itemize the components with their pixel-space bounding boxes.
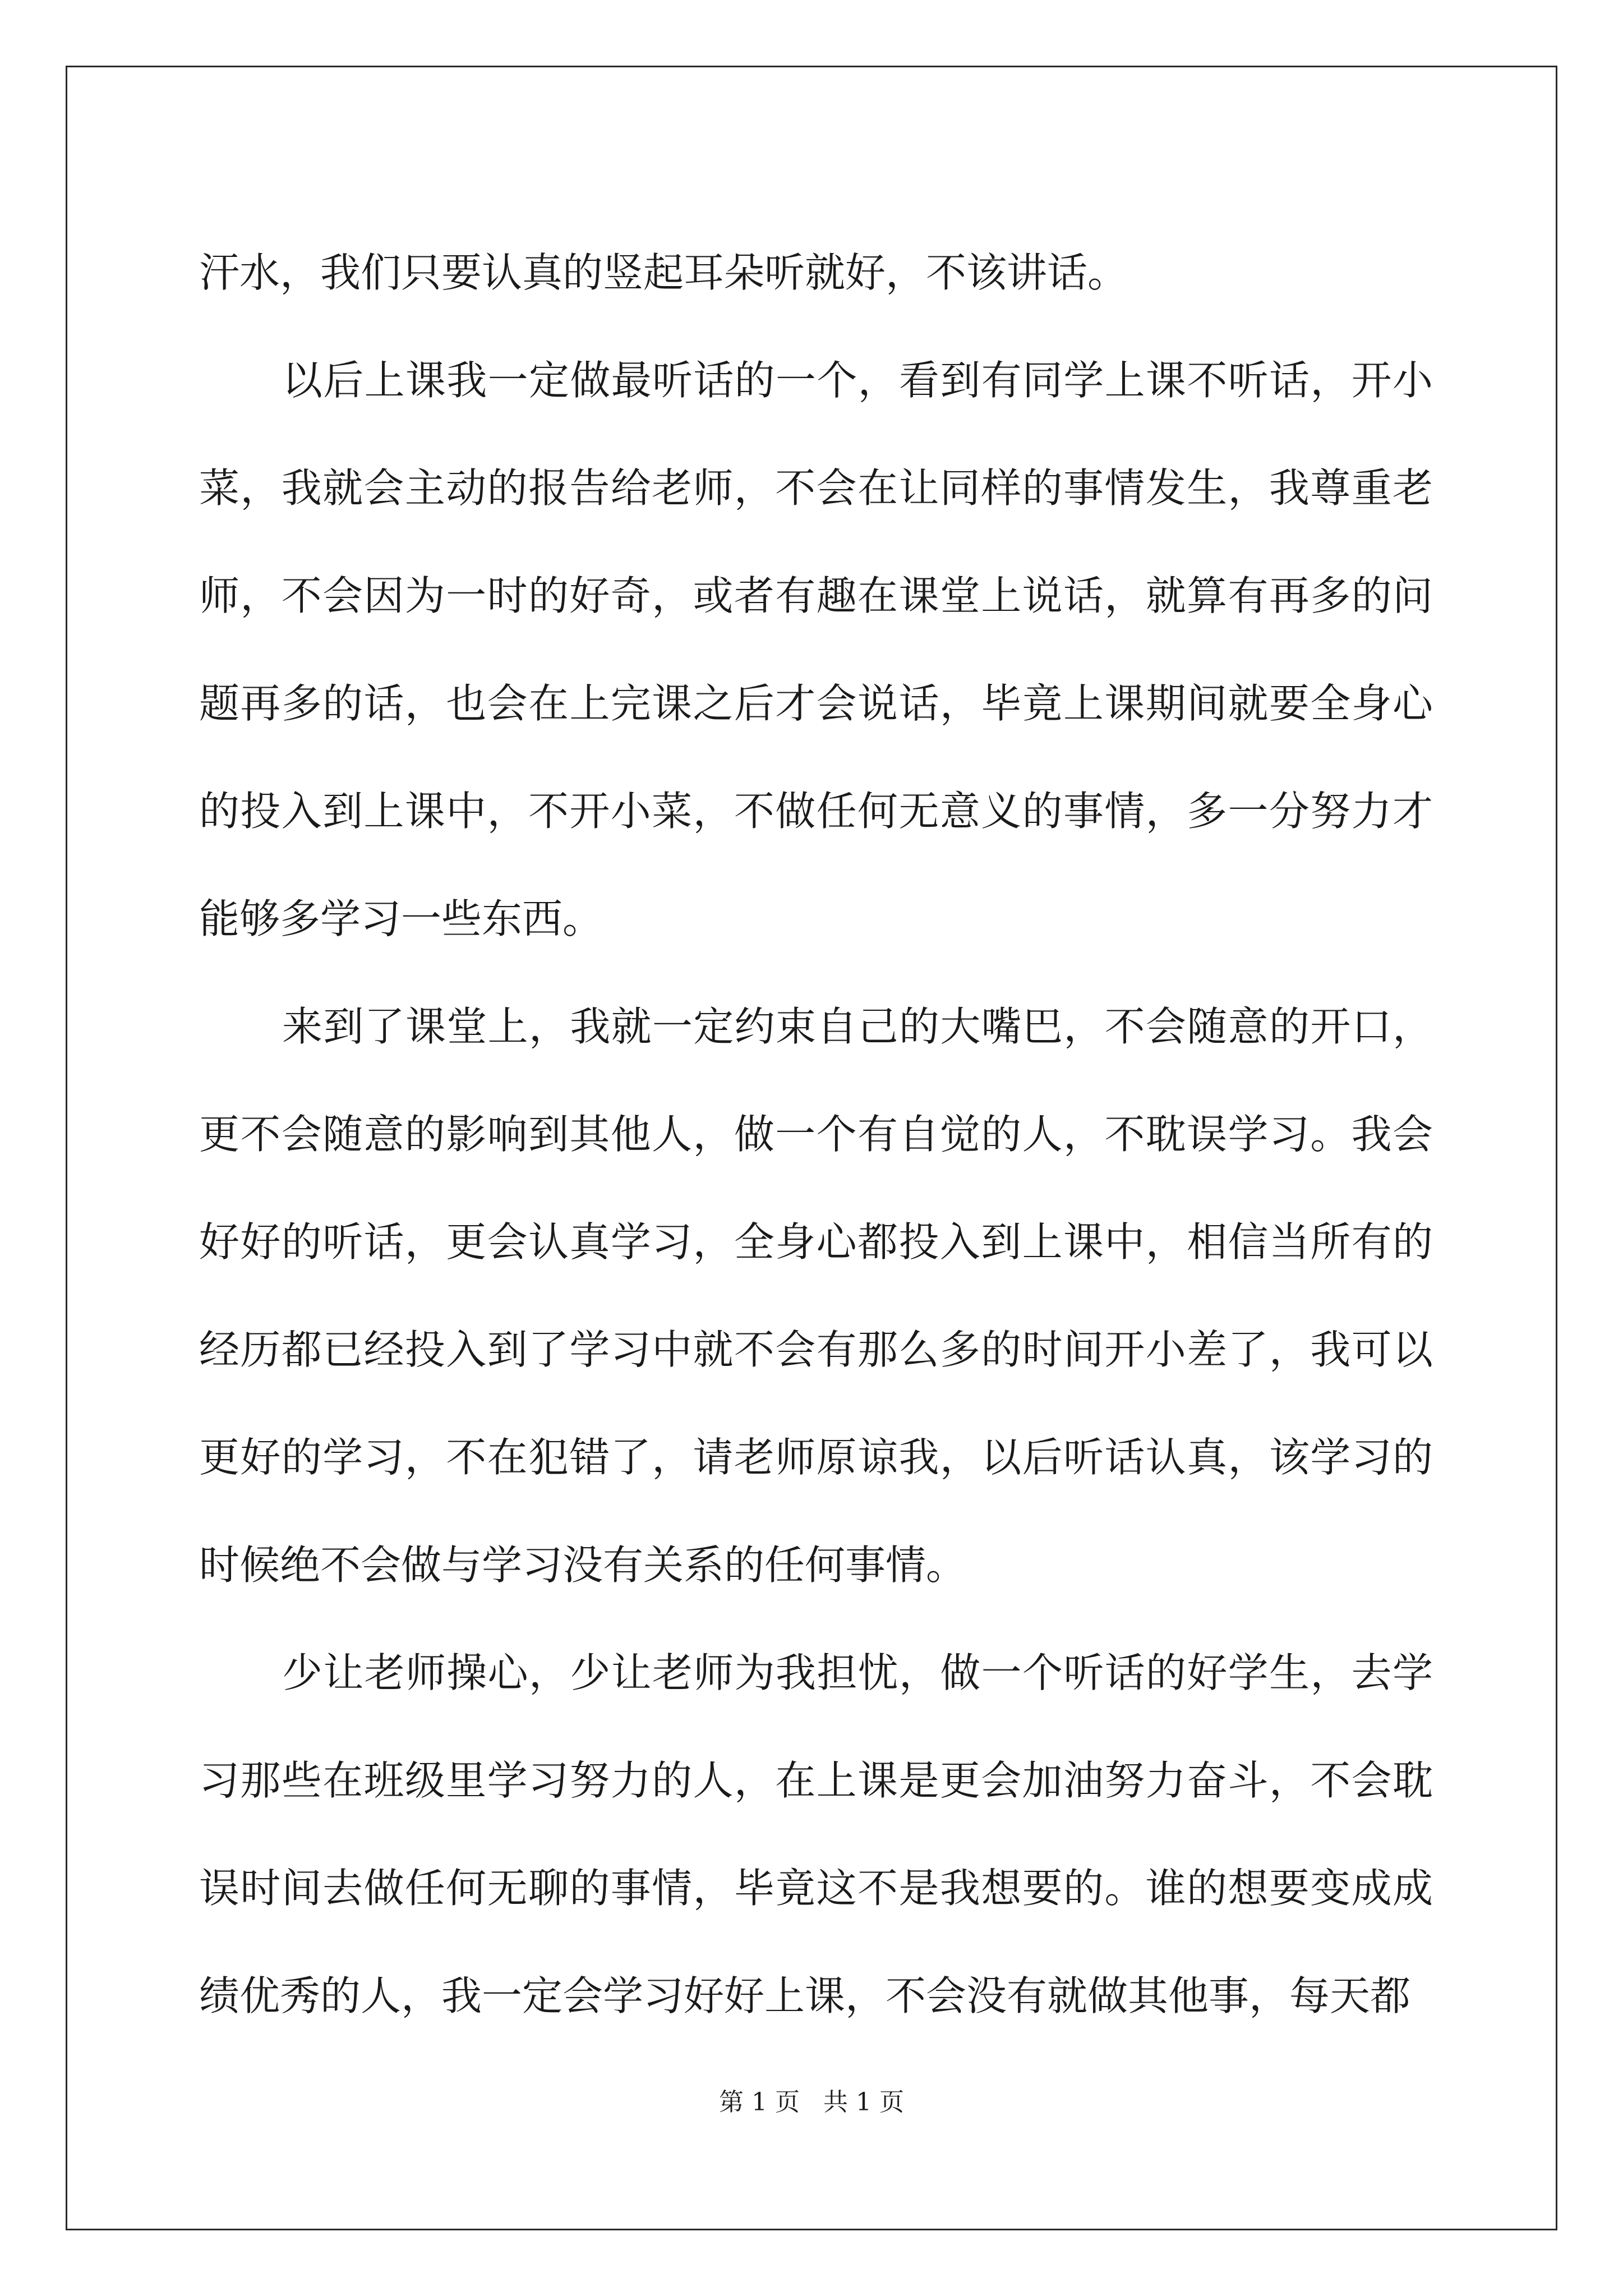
paragraph-1: 汗水，我们只要认真的竖起耳朵听就好，不该讲话。: [199, 249, 1128, 296]
paragraph-4: 少让老师操心，少让老师为我担忧，做一个听话的好学生，去学习那些在班级里学习努力的人，在上课是更会加油努力奋斗，不会耽误时间去做任何无聊的事情，毕竟这不是我想要的。谁的想要变成成绩优秀的人，我一定会学习好好上课，不会没有就做其他事，每天都: [199, 1649, 1433, 2019]
page-number-footer: 第 1 页 共 1 页: [719, 2088, 904, 2116]
paragraph-2: 以后上课我一定做最听话的一个，看到有同学上课不听话，开小菜，我就会主动的报告给老师，不会在让同样的事情发生，我尊重老师，不会因为一时的好奇，或者有趣在课堂上说话，就算有再多的问题再多的话，也会在上完课之后才会说话，毕竟上课期间就要全身心的投入到上课中，不开小菜，不做任何无意义的事情，多一分努力才能够多学习一些东西。: [199, 357, 1433, 942]
paragraph-3: 来到了课堂上，我就一定约束自己的大嘴巴，不会随意的开口，更不会随意的影响到其他人，做一个有自觉的人，不耽误学习。我会好好的听话，更会认真学习，全身心都投入到上课中，相信当所有的经历都已经投入到了学习中就不会有那么多的时间开小差了，我可以更好的学习，不在犯错了，请老师原谅我，以后听话认真，该学习的时候绝不会做与学习没有关系的任何事情。: [199, 1003, 1433, 1589]
document-body: [199, 219, 1433, 2050]
